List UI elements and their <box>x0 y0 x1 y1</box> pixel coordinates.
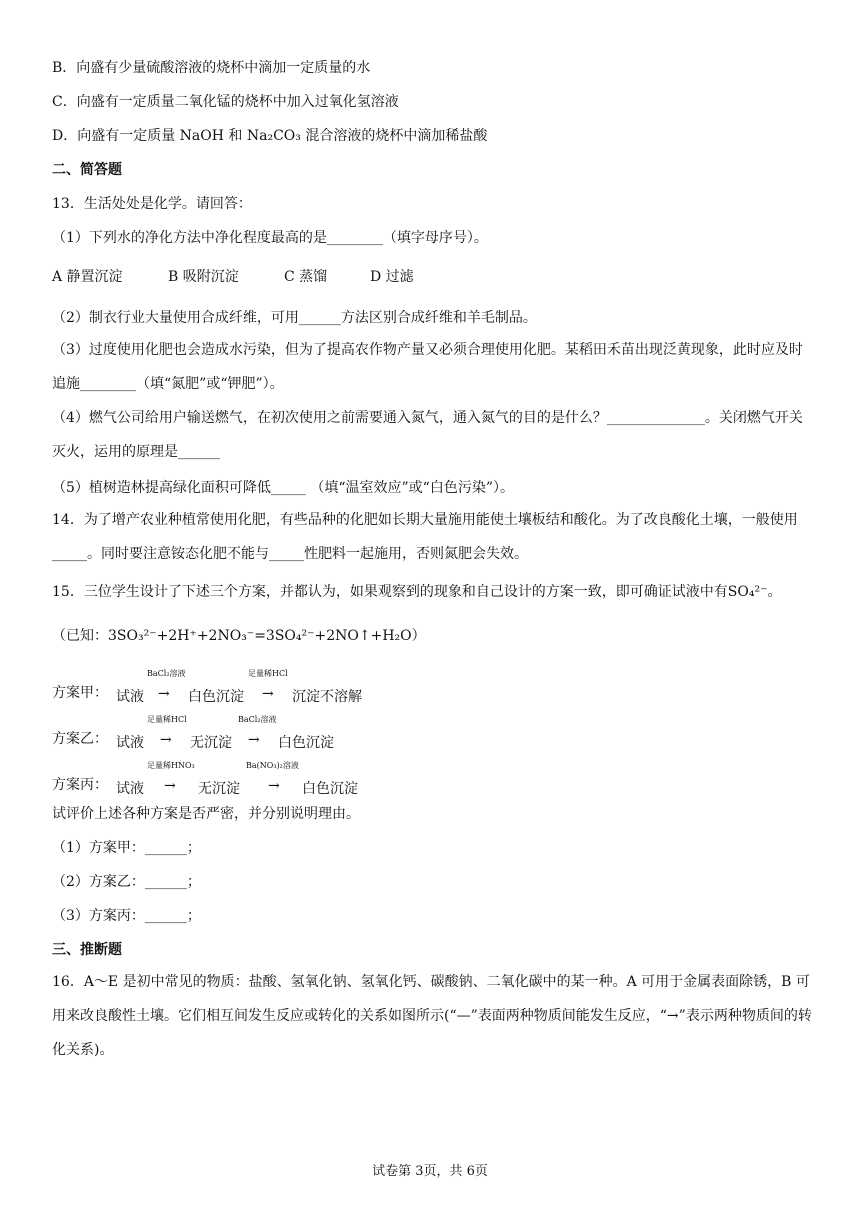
scheme-condition-2: BaCl₂溶液 <box>238 715 277 724</box>
arrow-icon: → <box>268 778 280 794</box>
page-footer: 试卷第 3页，共 6页 <box>372 1164 488 1179</box>
scheme-step-3: 沉淀不溶解 <box>292 689 362 705</box>
scheme-label: 方案丙： <box>52 777 108 793</box>
scheme-condition-1: BaCl₂溶液 <box>147 669 186 678</box>
q13-part-4: （4）燃气公司给用户输送燃气，在初次使用之前需要通入氮气，通入氮气的目的是什么？______________。关闭燃气开关灭火，运用的原理是______ <box>52 410 803 460</box>
choice-a: A 静置沉淀 <box>52 269 123 285</box>
q12-option-c: C．向盛有一定质量二氧化锰的烧杯中加入过氧化氢溶液 <box>52 94 399 110</box>
scheme-step-1: 试液 <box>116 689 144 705</box>
q15-evaluate: 试评价上述各种方案是否严密，并分别说明理由。 <box>52 806 360 822</box>
q15-answer-2: （2）方案乙：______； <box>52 874 201 890</box>
scheme-step-1: 试液 <box>116 781 144 797</box>
scheme-step-3: 白色沉淀 <box>302 781 358 797</box>
q13-part-3: （3）过度使用化肥也会造成水污染，但为了提高农作物产量又必须合理使用化肥。某稻田禾苗出现泛黄现象，此时应及时追施________（填“氮肥”或“钾肥”）。 <box>52 342 803 392</box>
scheme-condition-1: 足量稀HNO₃ <box>147 761 195 770</box>
q13-choices <box>52 267 414 287</box>
q13-part-1: （1）下列水的净化方法中净化程度最高的是________（填字母序号）。 <box>52 230 488 246</box>
section-2-title: 二、简答题 <box>52 162 122 178</box>
scheme-step-1: 试液 <box>116 735 144 751</box>
section-3-title: 三、推断题 <box>52 942 122 958</box>
scheme-step-2: 白色沉淀 <box>188 689 244 705</box>
scheme-condition-2: Ba(NO₃)₂溶液 <box>246 761 299 770</box>
q12-option-d: D．向盛有一定质量 NaOH 和 Na₂CO₃ 混合溶液的烧杯中滴加稀盐酸 <box>52 128 488 144</box>
arrow-icon: → <box>248 732 260 748</box>
scheme-label: 方案甲： <box>52 685 108 701</box>
arrow-icon: → <box>158 686 170 702</box>
q14-text: 14．为了增产农业种植常使用化肥，有些品种的化肥如长期大量施用能使土壤板结和酸化。为了改良酸化土壤，一般使用_____。同时要注意铵态化肥不能与_____性肥料一起施用，否则氮肥会失效。 <box>52 512 798 562</box>
arrow-icon: → <box>262 686 274 702</box>
q13-stem: 13．生活处处是化学。请回答： <box>52 196 252 212</box>
scheme-step-2: 无沉淀 <box>198 781 240 797</box>
q13-part-2: （2）制衣行业大量使用合成纤维，可用______方法区别合成纤维和羊毛制品。 <box>52 310 537 326</box>
q15-stem: 15．三位学生设计了下述三个方案，并都认为，如果观察到的现象和自己设计的方案一致，即可确证试液中有SO₄²⁻。 <box>52 584 782 600</box>
q12-option-b: B．向盛有少量硫酸溶液的烧杯中滴加一定质量的水 <box>52 60 371 76</box>
q15-answer-3: （3）方案丙：______； <box>52 908 201 924</box>
choice-b: B 吸附沉淀 <box>168 269 239 285</box>
scheme-label: 方案乙： <box>52 731 108 747</box>
choice-d: D 过滤 <box>370 269 414 285</box>
choice-c: C 蒸馏 <box>284 269 328 285</box>
q15-known-equation: （已知：3SO₃²⁻+2H⁺+2NO₃⁻=3SO₄²⁻+2NO↑+H₂O） <box>52 628 426 644</box>
q16-text: 16．A～E 是初中常见的物质：盐酸、氢氧化钠、氢氧化钙、碳酸钠、二氧化碳中的某一种。A 可用于金属表面除锈，B 可用来改良酸性土壤。它们相互间发生反应或转化的关系如图所示(“—”表面两种物质间能发生反应，“→”表示两种物质间的转化关系)。 <box>52 974 812 1058</box>
scheme-condition-2: 足量稀HCl <box>248 669 288 678</box>
arrow-icon: → <box>160 732 172 748</box>
q15-answer-1: （1）方案甲：______； <box>52 840 201 856</box>
q13-part-5: （5）植树造林提高绿化面积可降低_____ （填“温室效应”或“白色污染”）。 <box>52 480 514 496</box>
scheme-step-2: 无沉淀 <box>190 735 232 751</box>
arrow-icon: → <box>164 778 176 794</box>
scheme-condition-1: 足量稀HCl <box>147 715 187 724</box>
scheme-step-3: 白色沉淀 <box>278 735 334 751</box>
